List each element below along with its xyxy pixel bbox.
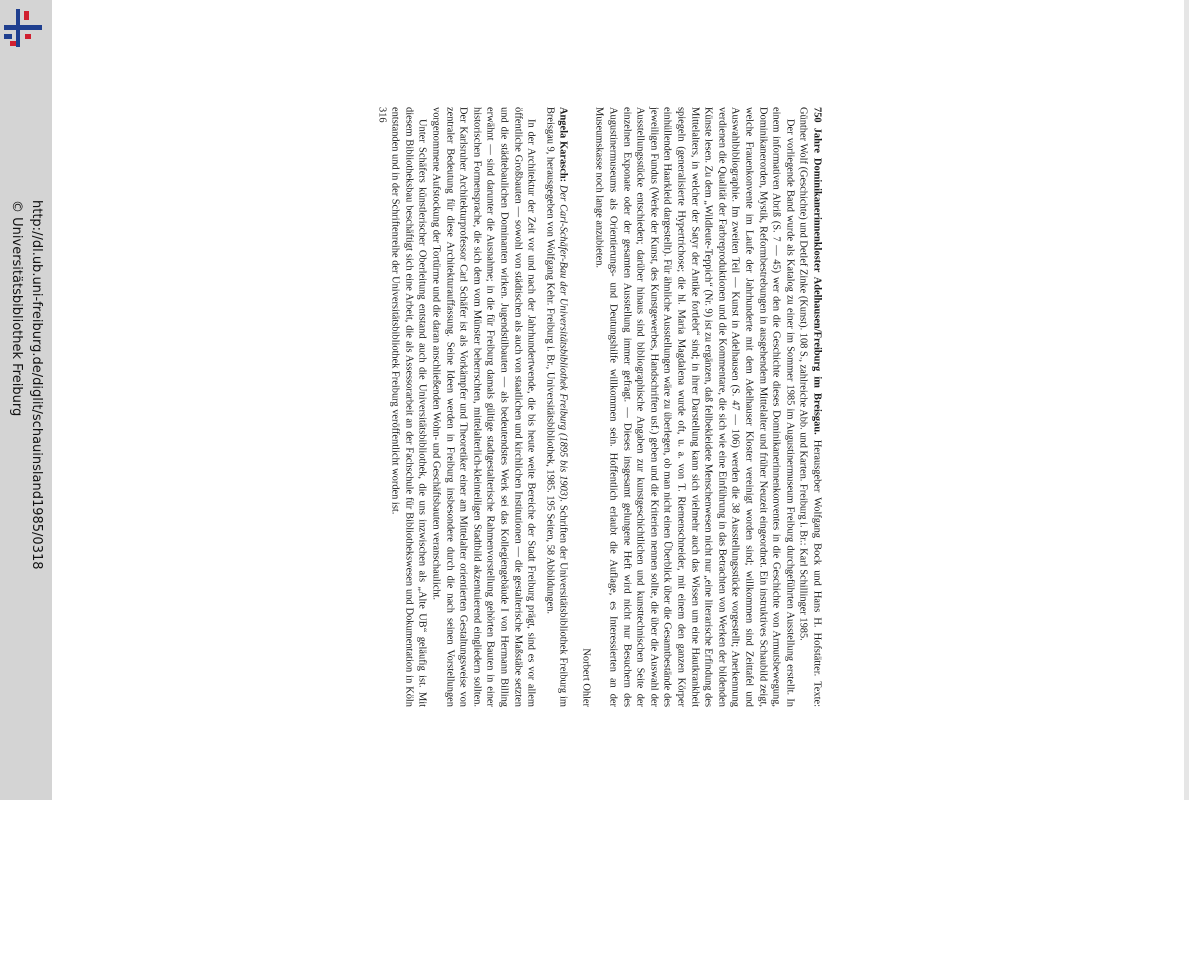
viewer-sidebar [0,0,52,800]
review1-paragraph: Der vorliegende Band wurde als Katalog zu einer im Sommer 1985 im Augustinermuseum Freiburg durchgeführten Ausstellung erstellt. In einem informativen Abriß (S. 7 — 45) wer den die Geschichte dieses Dominikanerinnenkonventes in die Geschichte von Armutsbewegung, Dominikanerorden, Mystik, Reformbestrebungen in ausgehendem Mittelalter und früher Neuzeit eingeordnet. Ein instruktives Schaubild zeigt, welche Frauenkonvente im Laufe der Jahrhunderte mit dem Adelhauser Kloster vereinigt worden sind; willkommen sind Zeittafel und Auswahlbibliographie. Im zweiten Teil — Kunst in Adelhausen (S. 47 — 106) werden die 38 Ausstellungsstücke vorgestellt; Anerkennung verdienen die Qualität der Farbreproduktionen und die Kommentare, die sich wie eine Einführung in das Betrachten von Werken der bildenden Künste lesen. Zu dem „Wildleute-Teppich“ (Nr. 9) ist zu ergänzen, daß fellbekleidete Menschenwesen nicht nur „eine literarische Erfindung des Mittelalters, in welcher der Satyr der Antike fortlebt“ sind; in ihrer Darstellung kann sich vielmehr auch das Wissen um eine Hautkrankheit spiegeln (generalisierte Hypertrichose; die hl. Maria Magdalena wurde oft, u. a. von T. Riemenschneider, mit einem den ganzen Körper einhüllenden Haarkleid dargestellt). Für ähnliche Ausstellungen wäre zu überlegen, ob man nicht einen Überblick über die Gesamtbestände des jeweiligen Fundus (Werke der Kunst, des Kunstgewerbes, Handschriften usf.) geben und die Kriterien nennen sollte, die über die Auswahl der Ausstellungsstücke entschieden; darüber hinaus sind bibliographische Angaben zur kunstgeschichtlichen und kunsttechnischen Seite der einzelnen Exponate oder der gesamten Ausstellung immer gefragt. — Dieses insgesamt gelungene Heft wird nicht nur Besuchern des Augustinermuseums als Orientierungs- und Deutungshilfe willkommen sein. Hoffentlich erlaubt die Auflage, es Interessierten an der Museumskasse noch lange anzubieten. [594,107,796,707]
scrollbar[interactable] [1184,0,1189,800]
review1-heading [796,107,823,707]
copyright-text: © Universitätsbibliothek Freiburg [9,200,24,417]
review2-author: Angela Karasch: [557,107,569,183]
review2-paragraph-2: Unter Schäfers künstlerischer Oberleitung entstand auch die Universitätsbibliothek, die uns inzwischen als „Alte UB“ geläufig ist. Mit diesem Bibliotheksbau beschäftigt sich eine Arbeit, die als Assessorarbeit an der Fachschule für Bibliothekswesen und Dokumentation in Köln entstanden und in der Schriftenreihe der Universitätsbibliothek Freiburg veröffentlicht worden ist. [389,107,428,707]
scanned-page [375,107,824,707]
review2-title: Der Carl-Schäfer-Bau der Universitätsbibliothek Freiburg (1895 bis 1903). [557,185,569,503]
review1-signature: Norbert Ohler [580,648,592,707]
source-url-link[interactable]: http://dl.ub.uni-freiburg.de/diglit/schauinsland1985/0318 [29,200,44,570]
review2-heading [543,107,570,707]
review2-bibliography: Schriften der Universitätsbibliothek Freiburg im Breisgau 9, herausgegeben von Wolfgang Kehr. Freiburg i. Br., Universitätsbibliothek, 1985. 195 Seiten, 58 Abbildungen. [544,107,569,707]
review1-bibliography: Herausgeber Wolfgang Bock und Hans H. Hofstätter. Texte: Günther Wolf (Geschichte) und Detlef Zinke (Kunst). 108 S., zahlreiche Abb. und Karten. Freiburg i. Br.: Karl Schillinger 1985. [797,107,823,707]
sidebar-caption [0,0,52,800]
page-number: 316 [376,107,388,123]
review2-paragraph-1: In der Architektur der Zeit vor und nach der Jahrhundertwende, die bis heute weite Bereiche der Stadt Freiburg prägt, sind es vor allem öffentliche Großbauten — sowohl von städtischen als auch von staatlichen und kirchlichen Institutionen — die gestalterische Maßstäbe setzten und die städtebaulichen Dominanten wirken. Jugendstilbauten — als bedeutendstes Werk sei das Kollegiengebäude I von Hermann Billing erwähnt — sind darunter die Ausnahme; in die für Freiburg damals gültige stadtgestalterische Rahmenvorstellung gehörten Bauten in einer historischen Formensprache, die sich dem vom Münster beherrschten, mittelalterlich-kleinteiligen Stadtbild akzentuierend eingliedern sollten. Der Karlsruher Architekturprofessor Carl Schäfer ist als Vorkämpfer und Theoretiker einer am Mittelalter orientierten Gestaltungsweise von zentraler Bedeutung für diese Architekturauffassung. Seine Ideen werden in Freiburg insbesondere durch die nach seinen Vorstellungen vorgenommene Aufstockung der Tortürme und die daran anschließenden Wohn- und Geschäftsbauten veranschaulicht. [430,107,537,707]
review1-title: 750 Jahre Dominikanerinnenkloster Adelhausen/Freiburg im Breisgau. [811,107,823,435]
